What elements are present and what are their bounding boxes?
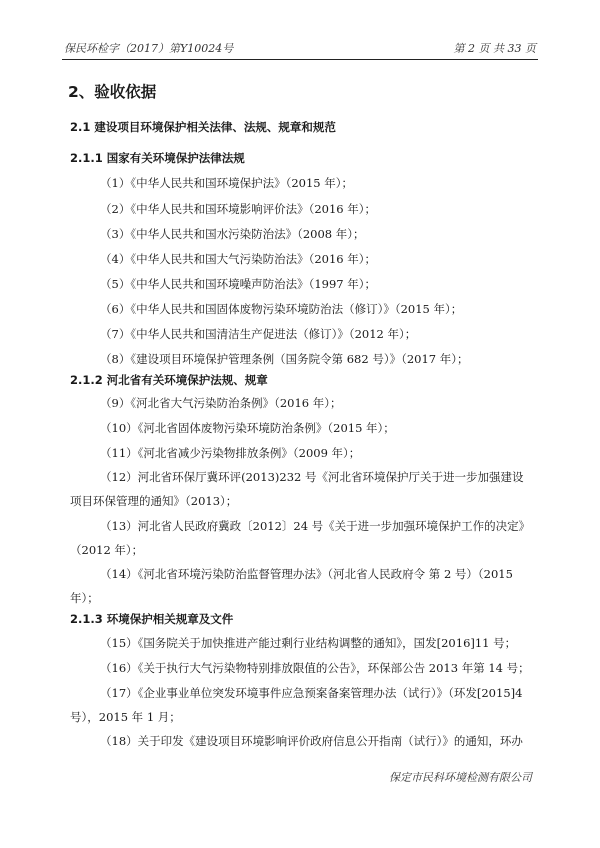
list-item: （3）《中华人民共和国水污染防治法》（2008 年）；: [100, 227, 365, 241]
list-item: （1）《中华人民共和国环境保护法》（2015 年）；: [100, 176, 353, 190]
subsection-2-1-2: 2.1.2 河北省有关环境保护法规、规章: [70, 373, 268, 387]
list-item: （6）《中华人民共和国固体废物污染环境防治法（修订）》（2015 年）；: [100, 302, 463, 316]
list-item: （5）《中华人民共和国环境噪声防治法》（1997 年）；: [100, 277, 376, 291]
header-divider: [62, 59, 538, 60]
list-item: （8）《建设项目环境保护管理条例（国务院令第 682 号）》（2017 年）；: [100, 352, 469, 366]
doc-number: 保民环检字（2017）第Y10024号: [64, 42, 234, 55]
footer-company: 保定市民科环境检测有限公司: [389, 771, 532, 784]
list-item: （17）《企业事业单位突发环境事件应急预案备案管理办法（试行）》（环发[2015]4 号），2015 年 1 月；: [70, 686, 523, 724]
list-item: （9）《河北省大气污染防治条例》（2016 年）；: [100, 396, 342, 410]
list-item: （15）《国务院关于加快推进产能过剩行业结构调整的通知》，国发[2016]11 号；: [100, 636, 517, 650]
list-item: （10）《河北省固体废物污染环境防治条例》（2015 年）；: [100, 421, 395, 435]
list-item: （2）《中华人民共和国环境影响评价法》（2016 年）；: [100, 202, 376, 216]
list-item: （7）《中华人民共和国清洁生产促进法（修订）》（2012 年）；: [100, 327, 417, 341]
list-item: （16）《关于执行大气污染物特别排放限值的公告》，环保部公告 2013 年第 14 号；: [100, 661, 530, 675]
list-item: （4）《中华人民共和国大气污染防治法》（2016 年）；: [100, 252, 376, 266]
list-item: （12）河北省环保厅冀环评(2013)232 号《河北省环境保护厅关于进一步加强建设项目环保管理的通知》（2013）；: [70, 470, 524, 508]
page-info: 第 2 页 共 33 页: [453, 42, 536, 55]
list-item: （18）关于印发《建设项目环境影响评价政府信息公开指南（试行）》的通知，环办: [100, 734, 523, 748]
subsection-2-1-1: 2.1.1 国家有关环境保护法律法规: [70, 151, 245, 165]
list-item: （11）《河北省减少污染物排放条例》（2009 年）；: [100, 446, 361, 460]
subsection-2-1: 2.1 建设项目环境保护相关法律、法规、规章和规范: [70, 120, 336, 134]
section-title: 2、验收依据: [68, 83, 157, 101]
list-item: （14）《河北省环境污染防治监督管理办法》（河北省人民政府令 第 2 号）（2015 年）；: [70, 567, 513, 605]
list-item: （13）河北省人民政府冀政〔2012〕24 号《关于进一步加强环境保护工作的决定》（2012 年）；: [70, 519, 531, 557]
page-header: [64, 40, 536, 56]
subsection-2-1-3: 2.1.3 环境保护相关规章及文件: [70, 612, 234, 626]
